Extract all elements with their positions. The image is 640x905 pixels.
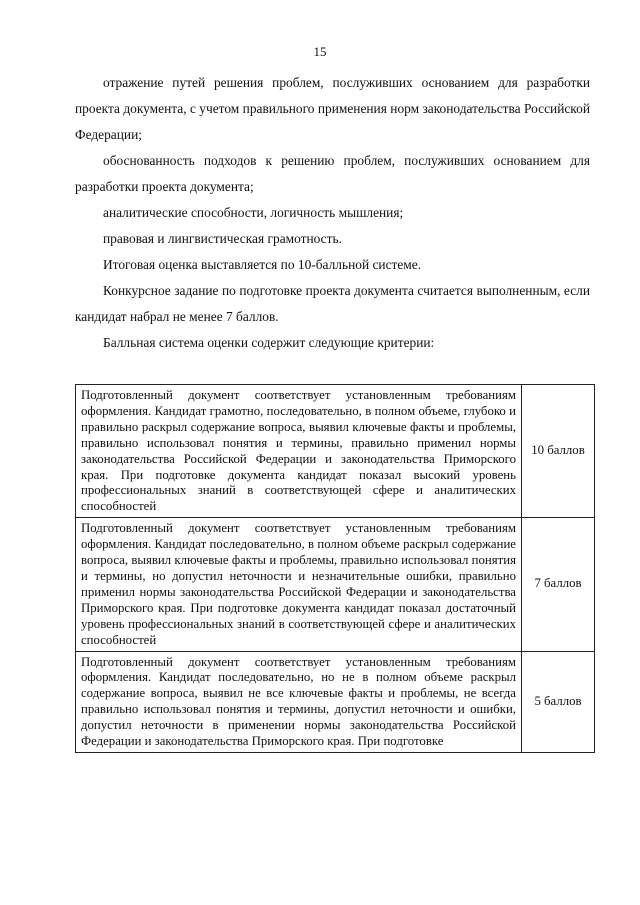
table-row (76, 518, 595, 651)
criteria-description: Подготовленный документ соответствует установленным требованиям оформления. Кандидат последовательно, но не в полном объеме раскрыл содержание вопроса, выявил не все ключевые факты и проблемы, не всегда правильно использовал понятия и термины, допустил неточности и ошибки, допустил неточности в применении нормы законодательства Российской Федерации и законодательства Приморского края. При подготовке (76, 651, 522, 752)
paragraph-1: отражение путей решения проблем, послуживших основанием для разработки проекта документа, с учетом правильного применения норм законодательства Российской Федерации; (75, 75, 590, 142)
paragraph-7: Балльная система оценки содержит следующие критерии: (103, 335, 435, 350)
paragraph-4: правовая и лингвистическая грамотность. (103, 231, 342, 246)
criteria-score: 7 баллов (522, 518, 595, 651)
page-number: 15 (313, 44, 327, 59)
criteria-score: 10 баллов (522, 385, 595, 518)
table-row (76, 385, 595, 518)
criteria-score: 5 баллов (522, 651, 595, 752)
paragraph-2: обоснованность подходов к решению проблем, послуживших основанием для разработки проекта документа; (75, 153, 590, 194)
table-row (76, 651, 595, 752)
paragraph-6: Конкурсное задание по подготовке проекта документа считается выполненным, если кандидат набрал не менее 7 баллов. (75, 283, 590, 324)
criteria-description: Подготовленный документ соответствует установленным требованиям оформления. Кандидат последовательно, в полном объеме раскрыл содержание вопроса, выявил ключевые факты и проблемы, правильно использовал понятия и термины, но допустил неточности и незначительные ошибки, правильно применил нормы законодательства Российской Федерации и законодательства Приморского края. При подготовке документа кандидат показал достаточный уровень профессиональных знаний в соответствующей сфере и аналитических способностей (76, 518, 522, 651)
paragraph-3: аналитические способности, логичность мышления; (103, 205, 404, 220)
criteria-description: Подготовленный документ соответствует установленным требованиям оформления. Кандидат грамотно, последовательно, в полном объеме, глубоко и правильно раскрыл содержание вопроса, выявил ключевые факты и проблемы, правильно использовал понятия и термины, правильно применил нормы законодательства Российской Федерации и законодательства Приморского края. При подготовке документа кандидат показал высокий уровень профессиональных знаний в соответствующей сфере и аналитических способностей (76, 385, 522, 518)
paragraph-5: Итоговая оценка выставляется по 10-балльной системе. (103, 257, 422, 272)
criteria-table (75, 384, 595, 753)
